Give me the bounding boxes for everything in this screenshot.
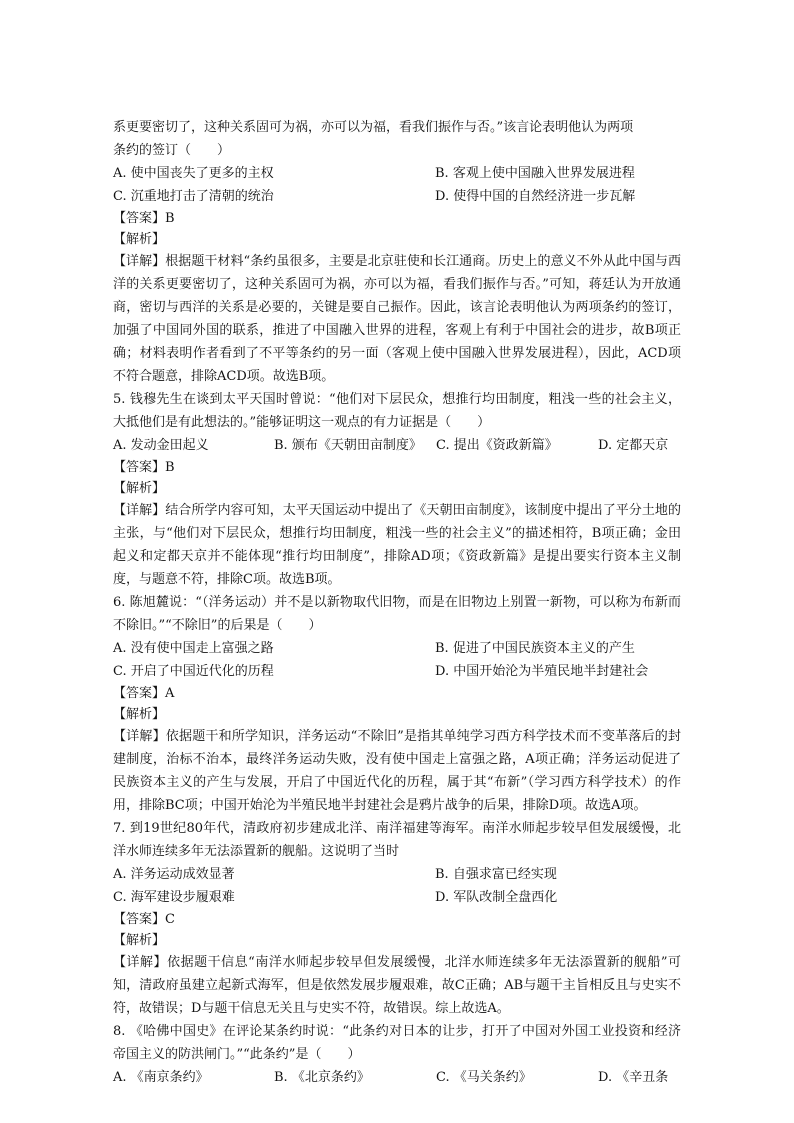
question-6: [113, 591, 681, 817]
options-row: [113, 637, 681, 660]
question-8: [113, 1020, 681, 1089]
option-d: D. 使得中国的自然经济进一步瓦解: [435, 189, 636, 204]
options-row: [113, 185, 681, 208]
analysis-label: 【解析】: [113, 933, 166, 948]
question-5: [113, 388, 681, 591]
options-row: [113, 863, 681, 886]
detail-explanation: 【详解】依据题干和所学知识，洋务运动“不除旧”是指其单纯学习西方科学技术而不变革落后的封建制度，治标不治本，最终洋务运动失败，没有使中国走上富强之路，A项正确；洋务运动促进了民族资本主义的产生与发展，开启了中国近代化的历程，属于其“布新”（学习西方科学技术）的作用，排除BC项；中国开始沦为半殖民地半封建社会是鸦片战争的后果，排除D项。故选A项。: [113, 729, 681, 813]
question-4: [113, 116, 681, 388]
analysis-label: 【解析】: [113, 707, 166, 722]
document-page: [113, 116, 681, 1089]
option-a: A. 使中国丧失了更多的主权: [113, 166, 274, 181]
option-b: B. 《北京条约》: [274, 1070, 370, 1085]
answer-label: 【答案】B: [113, 211, 175, 226]
option-b: B. 促进了中国民族资本主义的产生: [435, 641, 635, 656]
answer-label: 【答案】A: [113, 686, 175, 701]
option-d: D. 《辛丑条: [598, 1070, 669, 1085]
option-c: C. 《马关条约》: [436, 1070, 532, 1085]
option-a: A. 没有使中国走上富强之路: [113, 641, 274, 656]
option-c: C. 开启了中国近代化的历程: [113, 664, 274, 679]
question-stem: 5. 钱穆先生在谈到太平天国时曾说：“他们对下层民众，想推行均田制度，粗浅一些的社会主义，大抵他们是有此想法的。”能够证明这一观点的有力证据是（ ）: [113, 392, 681, 430]
option-a: A. 《南京条约》: [113, 1070, 209, 1085]
answer-label: 【答案】B: [113, 460, 175, 475]
analysis-label: 【解析】: [113, 481, 166, 496]
option-c: C. 海军建设步履艰难: [113, 890, 235, 905]
option-b: B. 自强求富已经实现: [435, 867, 557, 882]
options-row: [113, 660, 681, 683]
option-b: B. 颁布《天朝田亩制度》: [274, 438, 422, 453]
detail-explanation: 【详解】结合所学内容可知，太平天国运动中提出了《天朝田亩制度》，该制度中提出了平分土地的主张，与“他们对下层民众，想推行均田制度，粗浅一些的社会主义”的描述相符，B项正确；金田起义和定都天京并不能体现“推行均田制度”，排除AD项；《资政新篇》是提出要实行资本主义制度，与题意不符，排除C项。故选B项。: [113, 503, 681, 587]
option-c: C. 沉重地打击了清朝的统治: [113, 189, 274, 204]
question-stem: 7. 到19世纪80年代，清政府初步建成北洋、南洋福建等海军。南洋水师起步较早但发展缓慢，北洋水师连续多年无法添置新的舰船。这说明了当时: [113, 821, 681, 859]
options-row: [113, 886, 681, 909]
options-row: [113, 1066, 681, 1089]
answer-label: 【答案】C: [113, 912, 175, 927]
option-c: C. 提出《资政新篇》: [436, 438, 558, 453]
option-b: B. 客观上使中国融入世界发展进程: [435, 166, 635, 181]
options-row: [113, 434, 681, 457]
option-d: D. 中国开始沦为半殖民地半封建社会: [435, 664, 649, 679]
question-stem-line: 条约的签订（ ）: [113, 143, 231, 158]
analysis-label: 【解析】: [113, 232, 166, 247]
options-row: [113, 162, 681, 185]
question-stem-line: 系更要密切了，这种关系固可为祸，亦可以为福，看我们振作与否。”该言论表明他认为两项: [113, 120, 634, 135]
question-7: [113, 817, 681, 1020]
detail-explanation: 【详解】根据题干材料“条约虽很多，主要是北京驻使和长江通商。历史上的意义不外从此中国与西洋的关系更要密切了，这种关系固可为祸，亦可以为福，看我们振作与否。”可知，蒋廷认为开放通商，密切与西洋的关系是必要的，关键是要自己振作。因此，该言论表明他认为两项条约的签订，加强了中国同外国的联系，推进了中国融入世界的进程，客观上有利于中国社会的进步，故B项正确；材料表明作者看到了不平等条约的另一面（客观上使中国融入世界发展进程），因此，ACD项不符合题意，排除ACD项。故选B项。: [113, 254, 681, 384]
detail-explanation: 【详解】依据题干信息“南洋水师起步较早但发展缓慢，北洋水师连续多年无法添置新的舰船”可知，清政府虽建立起新式海军，但是依然发展步履艰难，故C正确；AB与题干主旨相反且与史实不符，故错误；D与题干信息无关且与史实不符，故错误。综上故选A。: [113, 955, 681, 1016]
option-d: D. 军队改制全盘西化: [435, 890, 558, 905]
question-stem: 6. 陈旭麓说：“（洋务运动）并不是以新物取代旧物，而是在旧物边上别置一新物，可以称为布新而不除旧。”“不除旧”的后果是（ ）: [113, 595, 681, 633]
option-a: A. 洋务运动成效显著: [113, 867, 235, 882]
option-d: D. 定都天京: [598, 438, 669, 453]
question-stem: 8. 《哈佛中国史》在评论某条约时说：“此条约对日本的让步，打开了中国对外国工业投资和经济帝国主义的防洪闸门。”“此条约”是（ ）: [113, 1024, 681, 1062]
option-a: A. 发动金田起义: [113, 438, 209, 453]
